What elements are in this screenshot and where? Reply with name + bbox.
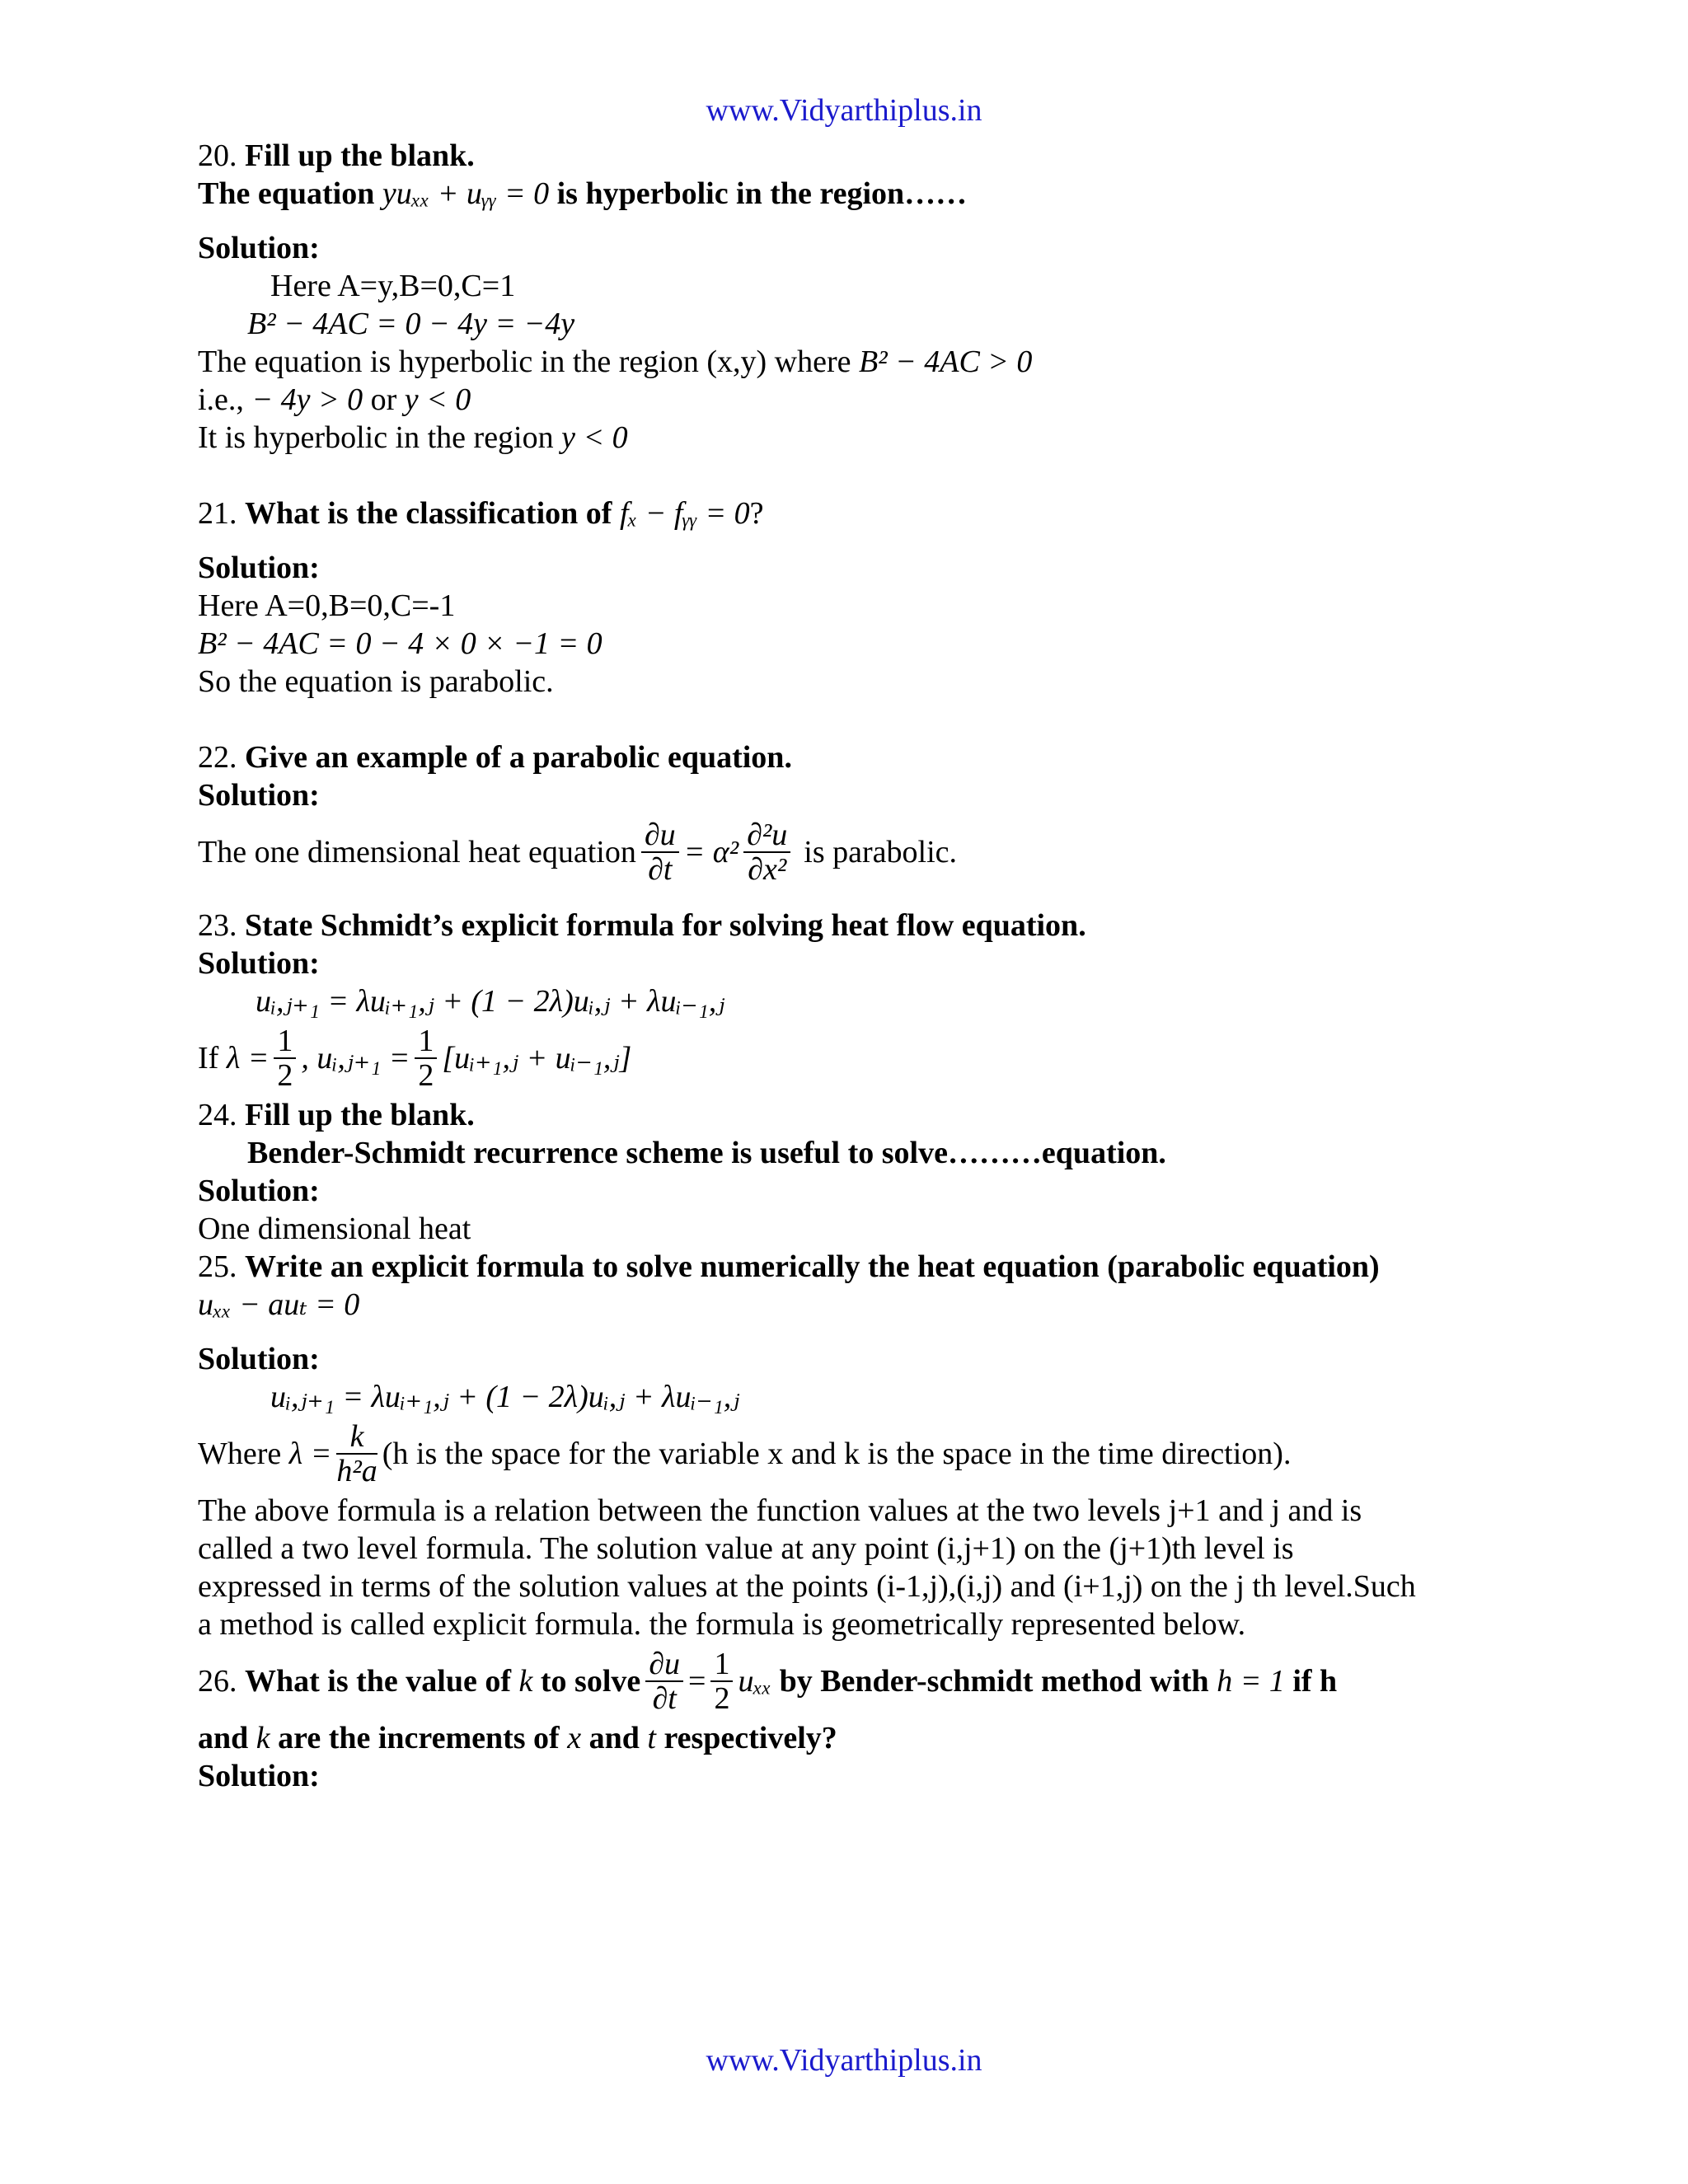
solution-label: Solution:: [198, 1759, 320, 1793]
q25-solution-label: [198, 1340, 1500, 1378]
q20-line1: Here A=y,B=0,C=1: [270, 269, 516, 303]
q25-heading: [198, 1248, 1500, 1286]
q23-solution-label: [198, 944, 1500, 982]
q23-fraction-half-2: [415, 1024, 437, 1092]
q25-formula: uᵢ,ⱼ₊₁ = λuᵢ₊₁,ⱼ + (1 − 2λ)uᵢ,ⱼ + λuᵢ₋₁,ⱼ: [270, 1380, 740, 1414]
q20-line3-text: The equation is hyperbolic in the region (x,y) where: [198, 344, 851, 379]
fraction-numerator: 1: [710, 1647, 733, 1682]
q25-equation: uₓₓ − auₜ = 0: [198, 1287, 360, 1322]
q26-text4: if h: [1292, 1664, 1338, 1699]
q26-heading: [198, 1643, 1500, 1719]
solution-label: Solution:: [198, 946, 320, 981]
q20-stmt-pre: The equation: [198, 176, 375, 211]
q20-stmt-post: is hyperbolic in the region……: [556, 176, 968, 211]
q26-t: t: [647, 1721, 656, 1755]
fraction-denominator: h²a: [336, 1454, 377, 1488]
q26-and: and: [198, 1721, 249, 1755]
fraction-numerator: ∂u: [641, 818, 679, 853]
q25-lambda: λ =: [288, 1436, 332, 1471]
q26-and2: and: [588, 1721, 640, 1755]
q23-fraction-half: [274, 1024, 296, 1092]
q26-increments: are the increments of: [278, 1721, 560, 1755]
q25-para-line3: expressed in terms of the solution values at the points (i-1,j),(i,j) and (i+1,j) on the j th level.Such: [198, 1569, 1416, 1604]
q23-number: 23.: [198, 908, 237, 943]
q22-fraction-du-dt: [641, 818, 679, 886]
q26-x: x: [567, 1721, 582, 1755]
q26-k2: k: [256, 1721, 270, 1755]
q22-text-post: is parabolic.: [804, 835, 957, 869]
solution-label: Solution:: [198, 231, 320, 265]
q24-title: Fill up the blank.: [245, 1098, 475, 1132]
q26-fraction-du-dt: [645, 1647, 683, 1715]
q20-line5: [198, 419, 1500, 457]
q23-title: State Schmidt’s explicit formula for solving heat flow equation.: [245, 908, 1086, 943]
q21-solution-label: [198, 549, 1500, 587]
q20-line5-eq: y < 0: [561, 420, 628, 455]
fraction-numerator: ∂²u: [743, 818, 790, 853]
q24-statement: [198, 1134, 1500, 1172]
q20-statement: [198, 175, 1500, 213]
document-body: [198, 137, 1500, 1795]
q24-number: 24.: [198, 1098, 237, 1132]
q25-number: 25.: [198, 1249, 237, 1284]
q21-line3: So the equation is parabolic.: [198, 664, 554, 699]
q26-number: 26.: [198, 1664, 237, 1699]
fraction-denominator: 2: [714, 1681, 730, 1716]
q25-where-line: [198, 1416, 1500, 1492]
q25-where: Where: [198, 1436, 282, 1471]
solution-label: Solution:: [198, 778, 320, 813]
q22-title: Give an example of a parabolic equation.: [245, 740, 792, 775]
q21-number: 21.: [198, 496, 237, 531]
q26-k: k: [518, 1664, 533, 1699]
solution-label: Solution:: [198, 1174, 320, 1208]
q20-line4: [198, 381, 1500, 419]
q21-line1: Here A=0,B=0,C=-1: [198, 588, 456, 623]
q23-lambda: λ =: [226, 1041, 270, 1076]
q25-where-explanation: (h is the space for the variable x and k is the space in the time direction).: [382, 1436, 1292, 1471]
q22-fraction-d2u-dx2: [743, 818, 790, 886]
q25-title: Write an explicit formula to solve numerically the heat equation (parabolic equation): [245, 1249, 1380, 1284]
header-site-link[interactable]: www.Vidyarthiplus.in: [706, 93, 982, 128]
q20-line3-eq: B² − 4AC > 0: [858, 344, 1033, 379]
q24-solution-label: [198, 1172, 1500, 1210]
q26-uxx: uₓₓ: [738, 1664, 772, 1699]
q22-text: The one dimensional heat equation: [198, 835, 636, 869]
fraction-numerator: k: [336, 1420, 377, 1455]
q20-line4-text: i.e.,: [198, 382, 244, 417]
q22-solution-label: [198, 776, 1500, 814]
q22-number: 22.: [198, 740, 237, 775]
fraction-numerator: 1: [415, 1024, 437, 1059]
q20-solution-label: [198, 229, 1500, 267]
q25-para-line1: The above formula is a relation between the function values at the two levels j+1 and j and is: [198, 1493, 1362, 1528]
q23-u-ij1: , uᵢ,ⱼ₊₁ =: [301, 1041, 410, 1076]
q21-title: What is the classification of: [245, 496, 612, 531]
fraction-numerator: 1: [274, 1024, 296, 1059]
q26-text2: to solve: [540, 1664, 641, 1699]
footer-site-link[interactable]: www.Vidyarthiplus.in: [706, 2043, 982, 2078]
q21-line2: B² − 4AC = 0 − 4 × 0 × −1 = 0: [198, 626, 603, 661]
q23-formula: uᵢ,ⱼ₊₁ = λuᵢ₊₁,ⱼ + (1 − 2λ)uᵢ,ⱼ + λuᵢ₋₁,ⱼ: [256, 984, 725, 1019]
fraction-denominator: ∂t: [652, 1681, 677, 1716]
q26-text3: by Bender-schmidt method with: [779, 1664, 1209, 1699]
q21-heading: [198, 494, 1500, 532]
q20-line4-or: or: [370, 382, 397, 417]
q26-solution-label: [198, 1757, 1500, 1795]
q26-line2: [198, 1719, 1500, 1757]
fraction-denominator: 2: [418, 1058, 434, 1093]
q21-equation: fₓ − fᵧᵧ = 0: [619, 496, 750, 531]
q26-respectively: respectively?: [663, 1721, 837, 1755]
solution-label: Solution:: [198, 1342, 320, 1376]
q25-fraction-k-h2a: [336, 1420, 377, 1488]
q23-if: If: [198, 1041, 219, 1076]
q26-h: h = 1: [1217, 1664, 1285, 1699]
q26-text1: What is the value of: [245, 1664, 511, 1699]
q23-bracket-sum: [uᵢ₊₁,ⱼ + uᵢ₋₁,ⱼ]: [442, 1041, 632, 1076]
q20-equation: yuₓₓ + uᵧᵧ = 0: [382, 176, 550, 211]
q26-equals: =: [688, 1664, 706, 1699]
fraction-denominator: ∂t: [648, 852, 673, 887]
q23-if-lambda-line: [198, 1020, 1500, 1096]
q24-heading: [198, 1096, 1500, 1134]
q24-answer: One dimensional heat: [198, 1212, 471, 1246]
q20-line3: [198, 343, 1500, 381]
q25-para-line4: a method is called explicit formula. the formula is geometrically represented below.: [198, 1607, 1246, 1642]
q25-para-line2: called a two level formula. The solution value at any point (i,j+1) on the (j+1)th level is: [198, 1531, 1294, 1566]
q21-question-mark: ?: [749, 496, 764, 531]
q22-heat-equation-line: [198, 814, 1500, 890]
q24-statement-text: Bender-Schmidt recurrence scheme is useful to solve………equation.: [247, 1136, 1166, 1170]
q20-title: Fill up the blank.: [245, 138, 475, 173]
fraction-numerator: ∂u: [645, 1647, 683, 1682]
solution-label: Solution:: [198, 551, 320, 585]
q20-line4-eq2: y < 0: [404, 382, 471, 417]
q20-heading: [198, 137, 1500, 175]
q26-fraction-half: [710, 1647, 733, 1715]
q20-line5-text: It is hyperbolic in the region: [198, 420, 554, 455]
q20-line2: B² − 4AC = 0 − 4y = −4y: [247, 307, 575, 341]
fraction-denominator: ∂x²: [748, 852, 787, 887]
q22-alpha: = α²: [683, 835, 739, 869]
fraction-denominator: 2: [277, 1058, 293, 1093]
q20-line4-eq1: − 4y > 0: [251, 382, 363, 417]
q23-heading: [198, 907, 1500, 944]
q20-number: 20.: [198, 138, 237, 173]
q22-heading: [198, 738, 1500, 776]
